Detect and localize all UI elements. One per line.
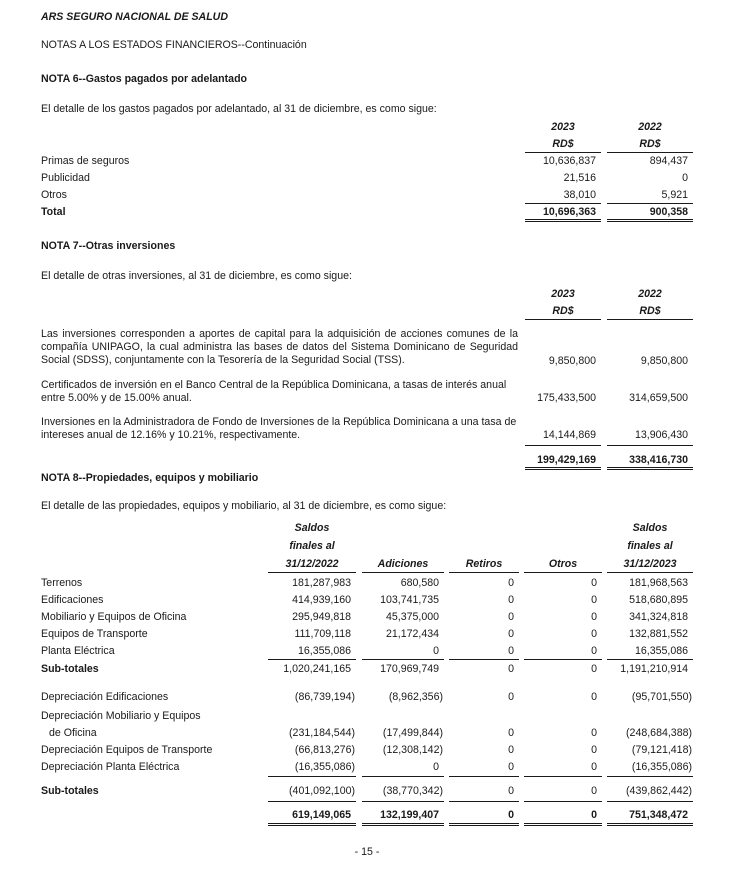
nota8-row-add: 0 xyxy=(433,645,439,657)
nota8-total-double-rule xyxy=(362,823,444,826)
nota8-row-otr: 0 xyxy=(591,645,597,657)
nota8-total-double-rule xyxy=(449,823,519,826)
nota8-dep-otr: 0 xyxy=(591,727,597,739)
nota8-row-otr: 0 xyxy=(591,594,597,606)
nota7-currency-2022: RD$ xyxy=(639,305,661,317)
nota7-header-rule-2023 xyxy=(525,319,601,320)
nota8-total-double-rule xyxy=(524,823,602,826)
nota8-row-otr: 0 xyxy=(591,611,597,623)
nota6-col-2022: 2022 xyxy=(638,121,662,133)
nota8-row-add: 45,375,000 xyxy=(385,611,439,623)
nota8-row-ret: 0 xyxy=(508,628,514,640)
nota8-row-ret: 0 xyxy=(508,611,514,623)
nota8-row-fin: 16,355,086 xyxy=(634,645,688,657)
nota6-sum-rule-2023 xyxy=(525,203,601,204)
nota8-subtotal-add: 170,969,749 xyxy=(380,663,439,675)
nota6-total-double-rule-2022 xyxy=(607,219,693,222)
nota8-header-rule xyxy=(362,572,444,573)
nota8-dep-label: Depreciación Mobiliario y Equipos xyxy=(41,710,201,722)
nota8-total-double-rule xyxy=(268,823,356,826)
nota6-row-label: Primas de seguros xyxy=(41,155,130,167)
nota8-total-double-rule xyxy=(607,823,693,826)
nota8-dep-otr: 0 xyxy=(591,761,597,773)
nota8-row-fin: 341,324,818 xyxy=(629,611,688,623)
nota7-sum-rule-2022 xyxy=(607,445,693,446)
nota7-currency-2023: RD$ xyxy=(552,305,574,317)
nota8-total-ret: 0 xyxy=(508,809,514,821)
nota8-row-fin: 518,680,895 xyxy=(629,594,688,606)
nota7-total-double-rule-2022 xyxy=(607,467,693,470)
nota8-row-ini: 181,287,983 xyxy=(292,577,351,589)
nota8-dep-label-cont: de Oficina xyxy=(49,727,97,739)
nota8-sum-rule xyxy=(362,801,444,802)
nota8-subtotal-fin: 1,191,210,914 xyxy=(620,663,688,675)
nota8-header-saldos-fin: finales al xyxy=(627,540,673,552)
nota6-row-2022: 894,437 xyxy=(649,155,688,167)
nota8-subtotal-ret: 0 xyxy=(508,663,514,675)
nota8-sum-rule xyxy=(268,776,356,777)
nota6-total-2022: 900,358 xyxy=(649,206,688,218)
nota8-header-retiros: Retiros xyxy=(465,558,503,570)
nota6-row-2023: 21,516 xyxy=(563,172,596,184)
nota8-dep-otr: 0 xyxy=(591,744,597,756)
nota8-row-fin: 181,968,563 xyxy=(629,577,688,589)
nota7-col-2023: 2023 xyxy=(551,288,575,300)
nota8-row-label: Planta Eléctrica xyxy=(41,645,115,657)
nota6-total-2023: 10,696,363 xyxy=(542,206,596,218)
nota8-row-label: Equipos de Transporte xyxy=(41,628,148,640)
nota8-header-saldos-fin: Saldos xyxy=(632,522,668,534)
nota8-dep-otr: 0 xyxy=(591,691,597,703)
document-subtitle: NOTAS A LOS ESTADOS FINANCIEROS--Continuación xyxy=(41,39,307,51)
nota8-row-ret: 0 xyxy=(508,594,514,606)
nota8-header-saldos-ini: 31/12/2022 xyxy=(285,558,339,570)
nota8-sum-rule xyxy=(524,801,602,802)
nota8-dep-label: Depreciación Edificaciones xyxy=(41,691,169,703)
nota7-col-2022: 2022 xyxy=(638,288,662,300)
nota7-total-2022: 338,416,730 xyxy=(629,454,688,466)
nota8-dep-add: (12,308,142) xyxy=(382,744,443,756)
nota7-row-2023: 9,850,800 xyxy=(548,355,596,367)
nota8-sum-rule xyxy=(268,659,356,660)
nota6-row-2022: 0 xyxy=(682,172,688,184)
nota8-dep-ret: 0 xyxy=(508,744,514,756)
nota8-row-add: 680,580 xyxy=(400,577,439,589)
nota8-row-add: 103,741,735 xyxy=(380,594,439,606)
nota6-row-label: Otros xyxy=(41,189,67,201)
nota6-header-rule-2023 xyxy=(525,152,601,153)
nota8-intro: El detalle de las propiedades, equipos y mobiliario, al 31 de diciembre, es como sigue: xyxy=(41,500,447,512)
nota7-row-2022: 314,659,500 xyxy=(629,392,688,404)
nota8-header-saldos-fin: 31/12/2023 xyxy=(623,558,677,570)
nota6-total-double-rule-2023 xyxy=(525,219,601,222)
nota8-sum-rule xyxy=(524,776,602,777)
nota6-col-2023: 2023 xyxy=(551,121,575,133)
nota8-dep-ini: (231,184,544) xyxy=(289,727,355,739)
nota7-title: NOTA 7--Otras inversiones xyxy=(41,240,176,252)
nota6-total-label: Total xyxy=(41,206,66,218)
nota8-subtotal-ret: 0 xyxy=(508,785,514,797)
nota8-row-add: 21,172,434 xyxy=(385,628,439,640)
nota8-dep-label: Depreciación Equipos de Transporte xyxy=(41,744,213,756)
nota7-row-2022: 13,906,430 xyxy=(634,429,688,441)
nota8-dep-add: 0 xyxy=(433,761,439,773)
nota8-row-ini: 414,939,160 xyxy=(292,594,351,606)
nota8-row-label: Mobiliario y Equipos de Oficina xyxy=(41,611,187,623)
nota6-row-2023: 10,636,837 xyxy=(542,155,596,167)
nota8-dep-add: (17,499,844) xyxy=(382,727,443,739)
nota7-row-2022: 9,850,800 xyxy=(640,355,688,367)
nota8-row-ini: 111,709,118 xyxy=(294,628,351,640)
nota8-title: NOTA 8--Propiedades, equipos y mobiliario xyxy=(41,472,259,484)
nota7-total-double-rule-2023 xyxy=(525,467,601,470)
nota6-sum-rule-2022 xyxy=(607,203,693,204)
nota8-sum-rule xyxy=(362,659,444,660)
nota8-subtotal-ini: 1,020,241,165 xyxy=(283,663,351,675)
nota8-dep-ini: (86,739,194) xyxy=(294,691,355,703)
nota8-sum-rule xyxy=(362,776,444,777)
nota6-currency-2023: RD$ xyxy=(552,138,574,150)
nota8-dep-fin: (248,684,388) xyxy=(626,727,692,739)
nota6-row-2022: 5,921 xyxy=(661,189,688,201)
nota8-subtotal-label: Sub-totales xyxy=(41,663,99,675)
nota7-total-2023: 199,429,169 xyxy=(537,454,596,466)
nota8-dep-label: Depreciación Planta Eléctrica xyxy=(41,761,180,773)
nota8-dep-fin: (79,121,418) xyxy=(631,744,692,756)
nota7-row-2023: 14,144,869 xyxy=(542,429,596,441)
nota8-row-ini: 295,949,818 xyxy=(292,611,351,623)
nota7-row-label: Inversiones en la Administradora de Fondo de Inversiones de la República Dominicana a una tasa de intereses anual de 12.16% y 10.21%, respectivamente. xyxy=(41,416,517,441)
nota8-subtotal-ini: (401,092,100) xyxy=(289,785,355,797)
nota8-sum-rule xyxy=(449,659,519,660)
nota8-sum-rule xyxy=(449,776,519,777)
nota8-dep-ret: 0 xyxy=(508,761,514,773)
nota7-header-rule-2022 xyxy=(607,319,693,320)
nota8-dep-fin: (95,701,550) xyxy=(631,691,692,703)
nota7-row-2023: 175,433,500 xyxy=(537,392,596,404)
page-number: - 15 - xyxy=(354,846,380,858)
nota8-header-rule xyxy=(449,572,519,573)
nota8-row-ret: 0 xyxy=(508,645,514,657)
nota8-header-saldos-ini: Saldos xyxy=(294,522,330,534)
nota7-intro: El detalle de otras inversiones, al 31 de diciembre, es como sigue: xyxy=(41,270,352,282)
nota8-total-add: 132,199,407 xyxy=(380,809,439,821)
nota8-header-rule xyxy=(268,572,356,573)
nota8-subtotal-label: Sub-totales xyxy=(41,785,99,797)
nota8-dep-fin: (16,355,086) xyxy=(631,761,692,773)
nota8-sum-rule xyxy=(607,776,693,777)
nota8-header-rule xyxy=(524,572,602,573)
nota8-sum-rule xyxy=(607,659,693,660)
nota8-subtotal-add: (38,770,342) xyxy=(382,785,443,797)
nota8-dep-ret: 0 xyxy=(508,691,514,703)
company-name: ARS SEGURO NACIONAL DE SALUD xyxy=(41,11,228,23)
nota8-total-otr: 0 xyxy=(591,809,597,821)
nota7-sum-rule-2023 xyxy=(525,445,601,446)
nota8-sum-rule xyxy=(607,801,693,802)
nota8-subtotal-otr: 0 xyxy=(591,663,597,675)
nota8-subtotal-otr: 0 xyxy=(591,785,597,797)
nota8-header-saldos-ini: finales al xyxy=(289,540,335,552)
nota8-dep-ini: (66,813,276) xyxy=(294,744,355,756)
nota8-row-label: Terrenos xyxy=(41,577,83,589)
nota6-intro: El detalle de los gastos pagados por adelantado, al 31 de diciembre, es como sigue: xyxy=(41,103,437,115)
nota6-row-label: Publicidad xyxy=(41,172,90,184)
nota8-total-fin: 751,348,472 xyxy=(629,809,688,821)
nota8-dep-ret: 0 xyxy=(508,727,514,739)
nota7-row-label: Las inversiones corresponden a aportes de capital para la adquisición de acciones comunes de la compañía UNIPAGO, la cual administra las bases de datos del Sistema Dominicano de Seguridad Social (SDSS), conjuntamente con la Tesorería de la Seguridad Social (TSS). xyxy=(41,328,518,366)
nota6-currency-2022: RD$ xyxy=(639,138,661,150)
nota8-row-otr: 0 xyxy=(591,628,597,640)
nota8-sum-rule xyxy=(268,801,356,802)
nota6-header-rule-2022 xyxy=(607,152,693,153)
nota8-subtotal-fin: (439,862,442) xyxy=(626,785,692,797)
nota8-total-ini: 619,149,065 xyxy=(292,809,351,821)
nota8-dep-ini: (16,355,086) xyxy=(294,761,355,773)
nota6-title: NOTA 6--Gastos pagados por adelantado xyxy=(41,73,248,85)
nota8-row-fin: 132,881,552 xyxy=(629,628,688,640)
nota8-sum-rule xyxy=(449,801,519,802)
nota8-header-otros: Otros xyxy=(548,558,578,570)
nota8-row-ini: 16,355,086 xyxy=(297,645,351,657)
nota6-row-2023: 38,010 xyxy=(563,189,596,201)
nota8-sum-rule xyxy=(524,659,602,660)
nota8-row-label: Edificaciones xyxy=(41,594,104,606)
nota8-dep-add: (8,962,356) xyxy=(388,691,443,703)
nota8-row-otr: 0 xyxy=(591,577,597,589)
nota8-header-rule xyxy=(607,572,693,573)
nota8-row-ret: 0 xyxy=(508,577,514,589)
nota7-row-label: Certificados de inversión en el Banco Central de la República Dominicana, a tasas de interés anual entre 5.00% y de 15.00% anual. xyxy=(41,379,507,404)
nota8-header-adiciones: Adiciones xyxy=(377,558,429,570)
